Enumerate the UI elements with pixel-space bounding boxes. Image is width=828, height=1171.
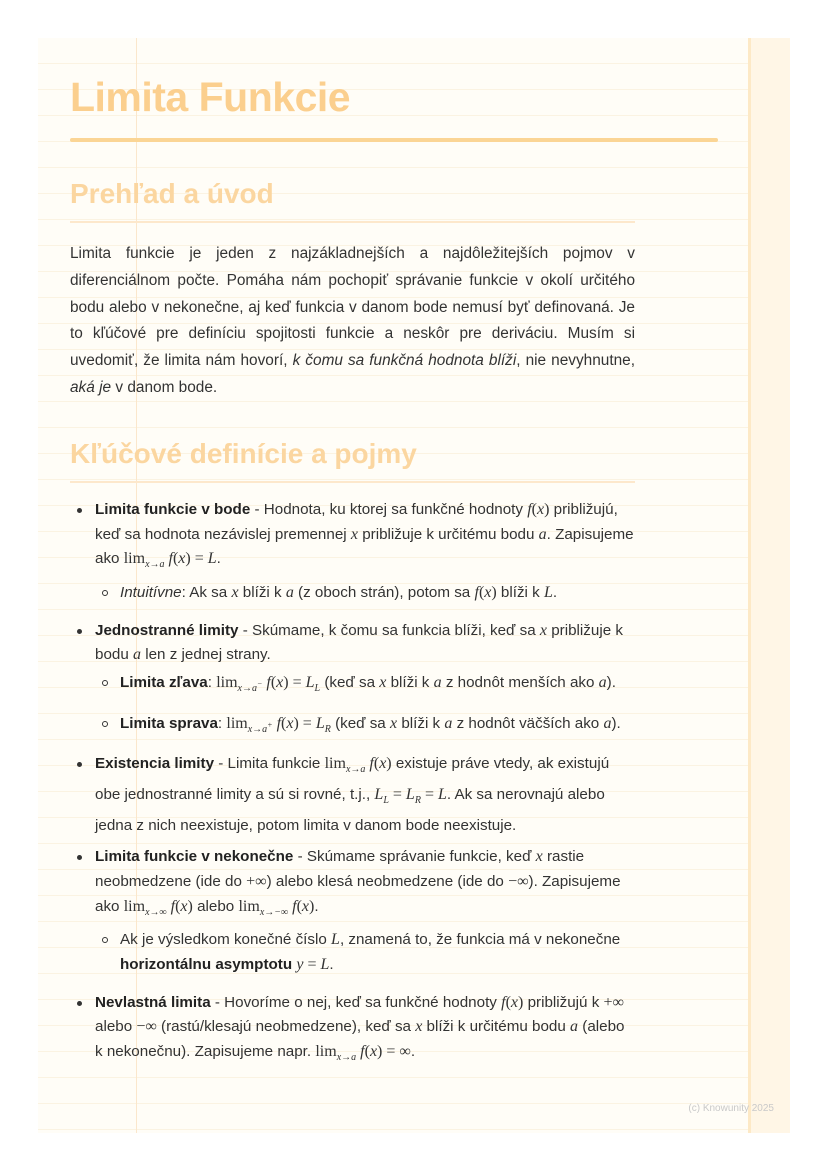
term: Jednostranné limity	[95, 621, 239, 639]
para-text: , nie nevyhnutne,	[516, 352, 636, 370]
section-underline	[70, 221, 635, 223]
list-item: Existencia limity - Limita funkcie $\lim_{x\to a} f(x)$ existuje práve vtedy, ak existujú obe jednostranné limity a sú si rovné, t.j., $L_L = L_R = L$. Ak sa nerovnajú alebo jedna z nich neexistuje, potom limita v danom bode neexistuje.	[70, 752, 635, 838]
term: Limita funkcie v nekonečne	[95, 848, 294, 866]
section-heading-overview: Prehľad a úvod	[70, 178, 274, 209]
note-page	[38, 38, 790, 1133]
copyright-footer: (c) Knowunity 2025	[688, 1103, 774, 1114]
para-emphasis: k čomu sa funkčná hodnota blíži	[292, 352, 517, 370]
term: Limita funkcie v bode	[95, 501, 251, 518]
overview-paragraph	[70, 241, 635, 402]
definitions-list	[70, 498, 635, 1071]
sub-list	[95, 671, 635, 743]
para-emphasis: aká je	[70, 378, 112, 396]
term: Existencia limity	[95, 755, 215, 773]
sub-list-item: Ak je výsledkom konečné číslo L, znamená to, že funkcia má v nekonečne horizontálnu asymptotu y = L.	[95, 928, 635, 977]
list-item: Nevlastná limita - Hovoríme o nej, keď sa funkčné hodnoty f(x) približujú k +∞ alebo −∞ (rastú/klesajú neobmedzene), keď sa x blíži k určitému bodu a (alebo k nekonečnu). Zapisujeme napr. $\lim_{x\to a} f(x)$ = ∞.	[70, 991, 635, 1071]
sub-list-item: Intuitívne: Ak sa x blíži k a (z oboch strán), potom sa f(x) blíži k L.	[95, 581, 635, 606]
page-title: Limita Funkcie	[70, 74, 351, 120]
list-item: Limita funkcie v bode - Hodnota, ku ktorej sa funkčné hodnoty f(x) približujú, keď sa hodnota nezávislej premennej x približuje k určitému bodu a. Zapisujeme ako $\lim_{x\to a} f(x) = L$. Intuitívne: Ak sa x blíži k a (z oboch strán), potom sa f(x) blíži k L.	[70, 498, 635, 606]
term: Nevlastná limita	[95, 993, 211, 1011]
para-text: Limita funkcie je jeden z najzákladnejších a najdôležitejších pojmov v diferenciálnom počte. Pomáha nám pochopiť správanie funkcie v okolí určitého bodu alebo v nekonečne, aj keď funkcia v danom bode nemusí byť definovaná. Je to kľúčové pre definíciu spojitosti funkcie a neskôr pre deriváciu. Musím si uvedomiť, že limita nám hovorí,	[70, 245, 635, 370]
sub-list-item: Limita sprava: $\lim_{x\to a^+} f(x) = L_R$ (keď sa x blíži k a z hodnôt väčších ako a).	[95, 712, 635, 743]
list-item: Jednostranné limity - Skúmame, k čomu sa funkcia blíži, keď sa x približuje k bodu a len z jednej strany. Limita zľava: $\lim_{x\to a^-} f(x) = L_L$ (keď sa x blíži k a z hodnôt menších ako a). Limita sprava: $\lim_{x\to a^+} f(x) = L_R$ (keď sa x blíži k a z hodnôt väčších ako a).	[70, 619, 635, 743]
title-underline	[70, 138, 718, 142]
para-text: v danom bode.	[111, 378, 218, 396]
right-margin-band	[748, 38, 790, 1133]
sub-list	[95, 581, 635, 606]
sub-list-item: Limita zľava: $\lim_{x\to a^-} f(x) = L_L$ (keď sa x blíži k a z hodnôt menších ako a).	[95, 671, 635, 702]
section-underline	[70, 481, 635, 483]
section-heading-definitions: Kľúčové definície a pojmy	[70, 438, 417, 469]
sub-list	[95, 928, 635, 977]
list-item: Limita funkcie v nekonečne - Skúmame správanie funkcie, keď x rastie neobmedzene (ide do +∞) alebo klesá neobmedzene (ide do −∞). Zapisujeme ako $\lim_{x\to\infty} f(x)$ alebo $\lim_{x\to-\infty} f(x)$. Ak je výsledkom konečné číslo L, znamená to, že funkcia má v nekonečne horizontálnu asymptotu y = L.	[70, 845, 635, 977]
